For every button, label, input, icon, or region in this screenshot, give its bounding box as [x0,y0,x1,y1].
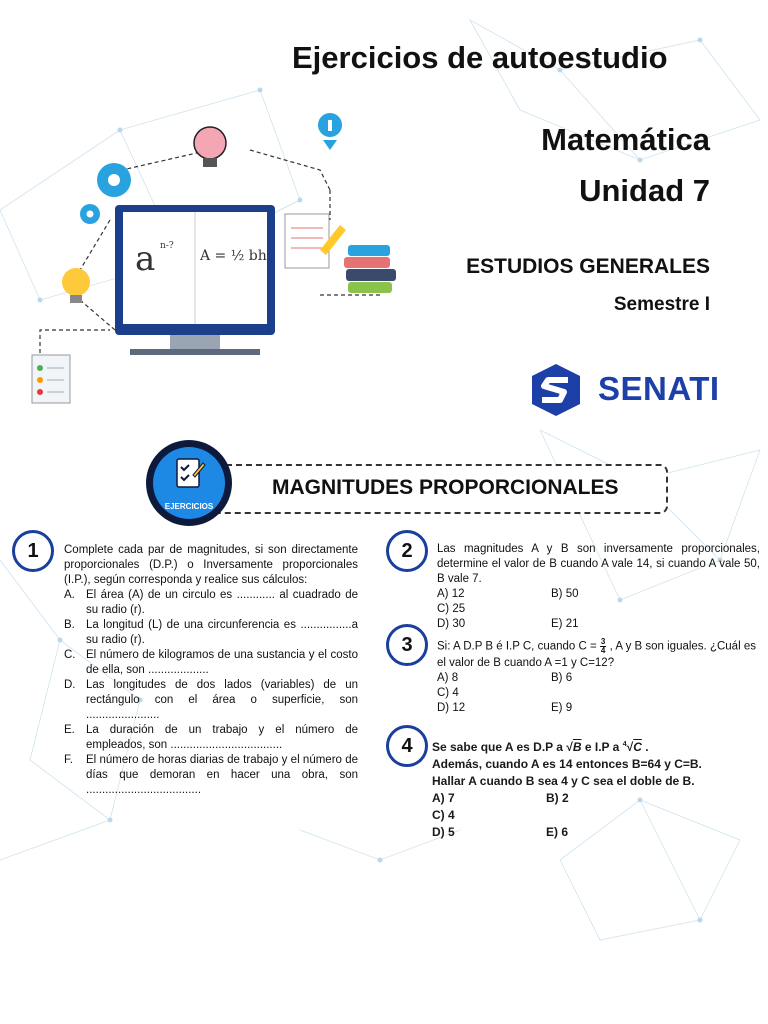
question-2-text: Las magnitudes A y B son inversamente proporcionales, determine el valor de B cuando A vale 14, si cuando A vale 50, B vale 7. [437,543,760,585]
semester-label: Semestre I [613,294,710,315]
brand-name: SENATI [598,370,720,407]
board-formula-area: A = ½ bh [200,248,267,264]
question-1-item: A. El área (A) de un circulo es ............ al cuadrado de su radio (r). [64,589,358,616]
education-illustration [20,110,400,410]
school-name: ESTUDIOS GENERALES [466,255,710,278]
question-1-item: E. La duración de un trabajo y el número de empleados, son ................................... [64,724,358,751]
question-1-item: C. El número de kilogramos de una sustancia y el costo de ella, son ................... [64,649,358,676]
books-icon [344,245,396,293]
fraction: $\frac{3}{4}$ [600,637,606,655]
question-2 [437,542,760,632]
question-4-options [432,790,762,841]
question-4-line-3: Hallar A cuando B sea 4 y C sea el doble de B. [432,774,695,788]
option-c: C) 4 [432,808,455,822]
exercises-badge-label: EJERCICIOS [164,502,214,511]
question-4 [432,736,762,841]
question-1-item: B. La longitud (L) de una circunferencia es ................a su radio (r). [64,619,358,646]
question-1-item: D. Las longitudes de dos lados (variables) de un rectángulo con el área o superficie, son ....................... [64,679,358,721]
option-d: D) 12 [437,702,466,714]
question-2-options [437,587,760,632]
option-c: C) 25 [437,603,466,615]
unit-title: Unidad 7 [579,173,710,208]
option-b: B) 50 [551,588,579,600]
option-e: E) 6 [546,825,569,839]
info-download-icon [318,113,342,150]
section-title: MAGNITUDES PROPORCIONALES [272,476,619,499]
question-2-number: 2 [386,530,428,572]
checklist-icon [32,355,70,403]
option-e: E) 21 [551,618,579,630]
question-4-line-2: Además, cuando A es 14 entonces B=64 y C=B. [432,757,702,771]
monitor-icon [115,205,275,355]
subject-title: Matemática [541,122,710,157]
question-1 [64,543,358,798]
question-1-intro: Complete cada par de magnitudes, si son directamente proporcionales (D.P.) o Inversamente proporcionales (I.P.), según corresponda y realice sus cálculos: [64,544,358,586]
question-4-number: 4 [386,725,428,767]
board-formula-exp: n-? [160,241,174,251]
option-a: A) 12 [437,588,465,600]
question-3-text: Si: A D.P B é I.P C, cuando C = $\frac{3}{4}$ , A y B son iguales. ¿Cuál es el valor de B cuando A =1 y C=12? [437,637,756,669]
option-a: A) 7 [432,791,455,805]
question-1-number: 1 [12,530,54,572]
option-b: B) 2 [546,791,569,805]
question-4-line-1: Se sabe que A es D.P a √B e I.P a $^4$√C . [432,740,649,754]
question-3-options [437,671,760,716]
lightbulb-icon [62,268,90,303]
question-3-number: 3 [386,624,428,666]
option-d: D) 5 [432,825,455,839]
option-e: E) 9 [551,702,573,714]
option-c: C) 4 [437,687,459,699]
option-a: A) 8 [437,672,459,684]
board-formula-a: a [135,239,156,279]
brain-bulb-icon [194,127,226,167]
document-title: Ejercicios de autoestudio [292,40,668,75]
question-1-item: F. El número de horas diarias de trabajo y el número de días que demoran en hacer una obra, son .................................... [64,754,358,796]
notepad-pencil-icon [285,214,346,268]
clipboard-check-icon [171,455,207,491]
option-b: B) 6 [551,672,573,684]
question-3 [437,638,760,716]
option-d: D) 30 [437,618,466,630]
